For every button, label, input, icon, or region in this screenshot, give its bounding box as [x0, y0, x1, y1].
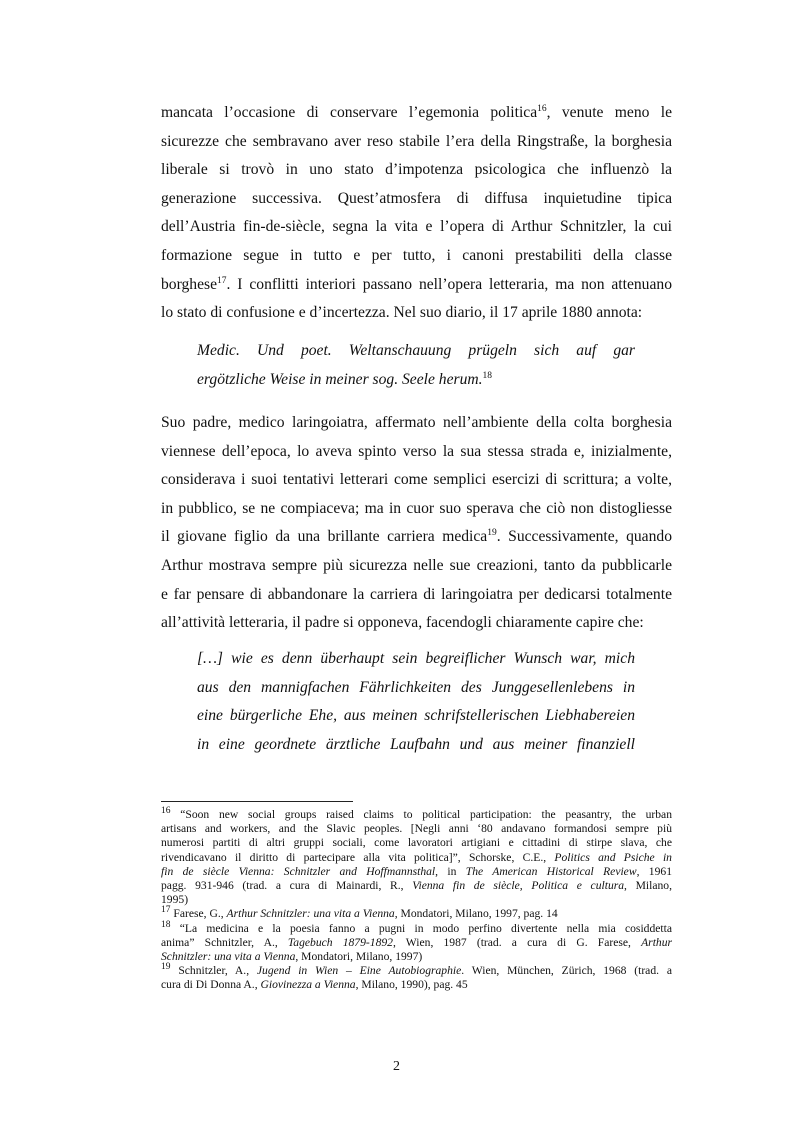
- text-line: borghese$^{17}$. I conflitti interiori passano nell’opera letteraria, ma non attenuano: [161, 275, 672, 293]
- text-line: generazione successiva. Quest’atmosfera di diffusa inquietudine tipica: [161, 189, 672, 207]
- quote-line: eine bürgerliche Ehe, aus meinen schrifstellerischen Liebhabereien: [197, 707, 635, 725]
- footnote-17: $^{17}$ Farese, G., Arthur Schnitzler: una vita a Vienna, Mondatori, Milano, 1997, pag. 14: [161, 905, 558, 921]
- text-line: sicurezze che sembravano aver reso stabile l’era della Ringstraße, la borghesia: [161, 132, 672, 150]
- footnote-line: fin de siècle Vienna: Schnitzler and Hoffmannsthal, in The American Historical Review, 1961: [161, 864, 672, 878]
- footnote-18: $^{18}$ “La medicina e la poesia fanno a pugni in modo perfino divertente nella mia cosiddetta: [161, 919, 672, 935]
- quote-line: […] wie es denn überhaupt sein begreiflicher Wunsch war, mich: [197, 650, 635, 667]
- footnote-19: $^{19}$ Schnitzler, A., Jugend in Wien – Eine Autobiographie. Wien, München, Zürich, 1968 (trad. a: [161, 962, 672, 978]
- footnote-16: $^{16}$ “Soon new social groups raised claims to political participation: the peasantry, the urban: [161, 806, 672, 821]
- footnote-separator: [161, 801, 353, 802]
- text-line: mancata l’occasione di conservare l’egemonia politica$^{16}$, venute meno le: [161, 103, 672, 121]
- quote-line: Medic. Und poet. Weltanschauung prügeln sich auf gar: [197, 342, 635, 359]
- text-line: formazione segue in tutto e per tutto, i canoni prestabiliti della classe: [161, 246, 672, 264]
- text-line: Arthur mostrava sempre più sicurezza nelle sue creazioni, tanto da pubblicarle: [161, 556, 672, 574]
- text-line: il giovane figlio da una brillante carriera medica$^{19}$. Successivamente, quando: [161, 528, 672, 546]
- footnotes: [161, 808, 672, 993]
- quote-line: aus den mannigfachen Fährlichkeiten des Junggesellenlebens in: [197, 678, 635, 696]
- text-line: all’attività letteraria, il padre si opponeva, facendogli chiaramente capire che:: [161, 614, 644, 632]
- block-quote-1: [197, 337, 635, 394]
- text-line: liberale si trovò in uno stato d’impotenza psicologica che influenzò la: [161, 161, 672, 179]
- footnote-ref-18: 18: [482, 370, 493, 381]
- footnote-ref-19: 19: [487, 528, 497, 539]
- footnote-line: artisans and workers, and the Slavic peoples. [Negli anni ‘80 andavano formandosi sempre più: [161, 822, 672, 836]
- body-paragraph-1: [161, 99, 672, 328]
- text-line: considerava i suoi tentativi letterari come semplici esercizi di scrittura; a volte,: [161, 471, 672, 489]
- page-number: 2: [393, 1059, 400, 1074]
- text-line: lo stato di confusione e d’incertezza. Nel suo diario, il 17 aprile 1880 annota:: [161, 304, 643, 322]
- footnote-line: rivendicavano il diritto di partecipare alla vita politica]”, Schorske, C.E., Politics and Psiche in: [161, 850, 672, 864]
- block-quote-2: [197, 645, 635, 759]
- text-line: viennese dell’epoca, lo aveva spinto verso la sua stessa strada e, inizialmente,: [161, 442, 672, 460]
- text-line: e far pensare di abbandonare la carriera di laringoiatra per dedicarsi totalmente: [161, 585, 672, 603]
- text-line: in pubblico, se ne compiaceva; ma in cuor suo sperava che ciò non distogliesse: [161, 499, 672, 517]
- text-line: Suo padre, medico laringoiatra, affermato nell’ambiente della colta borghesia: [161, 414, 672, 431]
- footnote-ref-17: 17: [217, 275, 227, 286]
- footnote-line: numerosi partiti di altri gruppi sociali, come lavoratori artigiani e cittadini di stirpe slava, che: [161, 836, 672, 850]
- footnote-line: anima” Schnitzler, A., Tagebuch 1879-1892, Wien, 1987 (trad. a cura di G. Farese, Arthur: [161, 935, 673, 949]
- footnote-line: 1995): [161, 893, 189, 907]
- quote-line: ergötzliche Weise in meiner sog. Seele herum.$^{18}$: [197, 370, 493, 388]
- quote-line: in eine geordnete ärztliche Laufbahn und aus meiner finanziell: [197, 735, 635, 753]
- footnote-line: pagg. 931-946 (trad. a cura di Mainardi, R., Vienna fin de siècle, Politica e cultura, Milano,: [161, 879, 673, 893]
- footnote-line: Schnitzler: una vita a Vienna, Mondatori, Milano, 1997): [161, 950, 423, 964]
- text-line: dell’Austria fin-de-siècle, segna la vita e l’opera di Arthur Schnitzler, la cui: [161, 218, 672, 236]
- footnote-ref-16: 16: [537, 103, 547, 114]
- footnote-line: cura di Di Donna A., Giovinezza a Vienna, Milano, 1990), pag. 45: [161, 978, 468, 992]
- body-paragraph-2: [161, 409, 672, 638]
